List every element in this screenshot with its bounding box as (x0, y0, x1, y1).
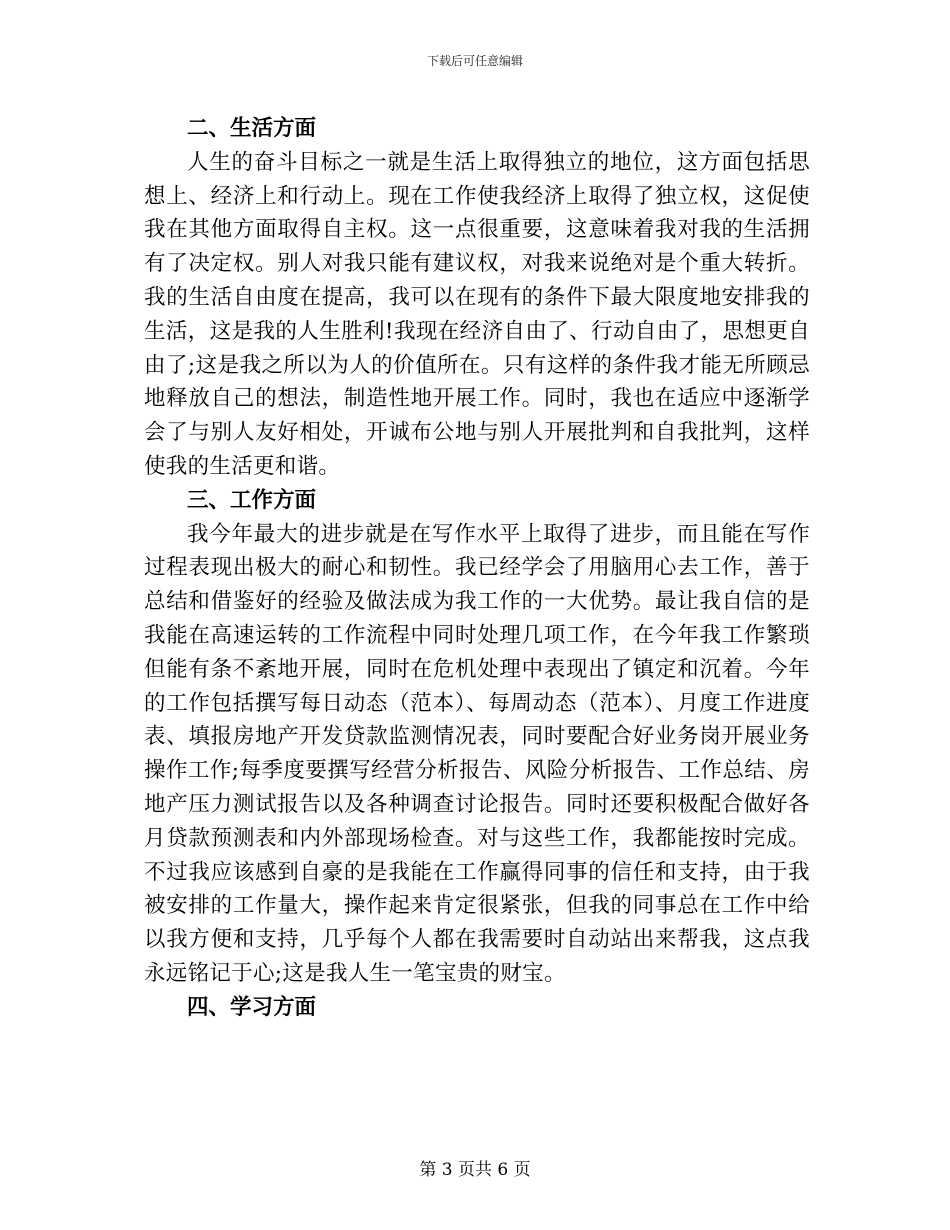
section-heading-life: 二、生活方面 (187, 116, 317, 141)
page-header: 下载后可任意编辑 (426, 54, 523, 68)
document-body (144, 112, 810, 1025)
section-heading-work: 三、工作方面 (187, 487, 317, 513)
section-paragraph-life: 人生的奋斗目标之一就是生活上取得独立的地位，这方面包括思想上、经济上和行动上。现在工作使我经济上取得了独立权，这促使我在其他方面取得自主权。这一点很重要，这意味着我对我的生活拥有了决定权。别人对我只能有建议权，对我来说绝对是个重大转折。我的生活自由度在提高，我可以在现有的条件下最大限度地安排我的生活，这是我的人生胜利!我现在经济自由了、行动自由了，思想更自由了;这是我之所以为人的价值所在。只有这样的条件我才能无所顾忌地释放自己的想法，制造性地开展工作。同时，我也在适应中逐渐学会了与别人友好相处，开诚布公地与别人开展批判和自我批判，这样使我的生活更和谐。 (144, 149, 810, 479)
page-number: 第 3 页共 6 页 (419, 1160, 531, 1180)
section-paragraph-work: 我今年最大的进步就是在写作水平上取得了进步，而且能在写作过程表现出极大的耐心和韧性。我已经学会了用脑用心去工作，善于总结和借鉴好的经验及做法成为我工作的一大优势。最让我自信的是我能在高速运转的工作流程中同时处理几项工作，在今年我工作繁琐但能有条不紊地开展，同时在危机处理中表现出了镇定和沉着。今年的工作包括撰写每日动态（范本）、每周动态（范本）、月度工作进度表、填报房地产开发贷款监测情况表，同时要配合好业务岗开展业务操作工作;每季度要撰写经营分析报告、风险分析报告、工作总结、房地产压力测试报告以及各种调查讨论报告。同时还要积极配合做好各月贷款预测表和内外部现场检查。对与这些工作，我都能按时完成。不过我应该感到自豪的是我能在工作赢得同事的信任和支持，由于我被安排的工作量大，操作起来肯定很紧张，但我的同事总在工作中给以我方便和支持，几乎每个人都在我需要时自动站出来帮我，这点我永远铭记于心;这是我人生一笔宝贵的财宝。 (144, 521, 810, 986)
section-heading-study: 四、学习方面 (187, 994, 317, 1020)
